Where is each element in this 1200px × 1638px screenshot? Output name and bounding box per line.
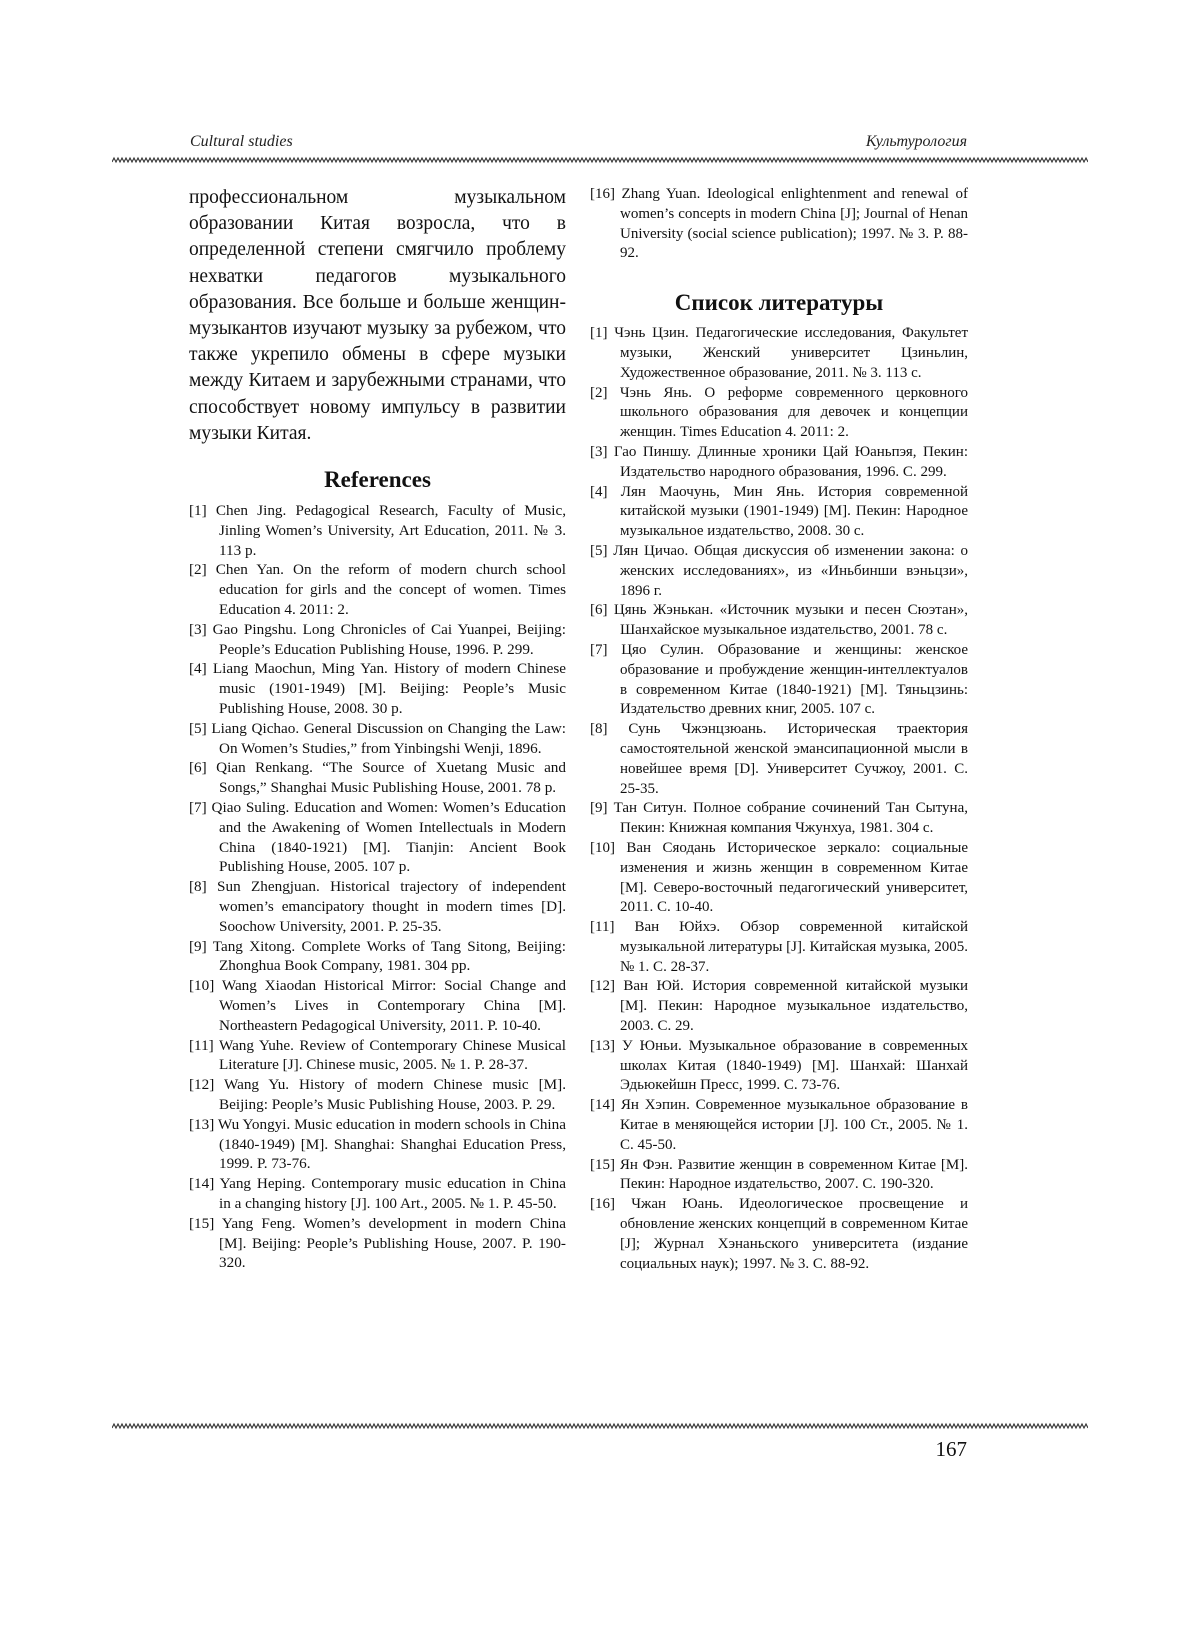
reference-item: [2] Chen Yan. On the reform of modern church school education for girls and the concept of women. Times Education 4. 2011: 2. [189, 560, 566, 619]
literature-title: Список литературы [590, 290, 968, 316]
reference-item: [10] Wang Xiaodan Historical Mirror: Social Change and Women’s Lives in Contemporary China [M]. Northeastern Pedagogical University, 2011. P. 10-40. [189, 976, 566, 1035]
reference-item: [16] Zhang Yuan. Ideological enlightenment and renewal of women’s concepts in modern China [J]; Journal of Henan University (social science publication); 1997. № 3. P. 88-92. [590, 185, 968, 264]
left-column [189, 185, 566, 1273]
body-paragraph: профессиональном музыкальном образовании Китая возросла, что в определенной степени смягчило проблему нехватки педагогов музыкального образования. Все больше и больше женщин-музыкантов изучают музыку за рубежом, что также укрепило обмены в сфере музыки между Китаем и зарубежными странами, что способствует новому импульсу в развитии музыки Китая. [189, 185, 566, 447]
header-right: Культурология [866, 133, 967, 151]
literature-item: [16] Чжан Юань. Идеологическое просвещение и обновление женских концепций в современном Китае [J]; Журнал Хэнаньского университета (издание социальных наук); 1997. № 3. С. 88-92. [590, 1195, 968, 1274]
references-list-continued [590, 185, 968, 264]
references-list [189, 501, 566, 1273]
reference-item: [8] Sun Zhengjuan. Historical trajectory of independent women’s emancipatory thought in modern times [D]. Soochow University, 2001. P. 25-35. [189, 877, 566, 936]
right-column [590, 185, 968, 1274]
journal-page [0, 0, 1200, 1638]
reference-item: [12] Wang Yu. History of modern Chinese music [M]. Beijing: People’s Music Publishing House, 2003. P. 29. [189, 1075, 566, 1115]
literature-item: [1] Чэнь Цзин. Педагогические исследования, Факультет музыки, Женский университет Цзиньлин, Художественное образование, 2011. № 3. 113 с. [590, 324, 968, 383]
reference-item: [15] Yang Feng. Women’s development in modern China [M]. Beijing: People’s Publishing House, 2007. P. 190-320. [189, 1214, 566, 1273]
header-divider [112, 156, 1088, 164]
literature-item: [7] Цяо Сулин. Образование и женщины: женское образование и пробуждение женщин-интеллектуалов в современном Китае (1840-1921) [M]. Тяньцзинь: Издательство древних книг, 2005. 107 с. [590, 641, 968, 720]
literature-item: [10] Ван Сяодань Историческое зеркало: социальные изменения и жизнь женщин в современном Китае [M]. Северо-восточный педагогический университет, 2011. С. 10-40. [590, 839, 968, 918]
references-title: References [189, 467, 566, 493]
literature-item: [4] Лян Маочунь, Мин Янь. История современной китайской музыки (1901-1949) [M]. Пекин: Народное музыкальное издательство, 2008. 30 с. [590, 483, 968, 542]
page-number: 167 [936, 1437, 968, 1462]
reference-item: [3] Gao Pingshu. Long Chronicles of Cai Yuanpei, Beijing: People’s Education Publishing House, 1996. P. 299. [189, 620, 566, 660]
reference-item: [11] Wang Yuhe. Review of Contemporary Chinese Musical Literature [J]. Chinese music, 2005. № 1. P. 28-37. [189, 1036, 566, 1076]
reference-item: [13] Wu Yongyi. Music education in modern schools in China (1840-1949) [M]. Shanghai: Shanghai Education Press, 1999. P. 73-76. [189, 1115, 566, 1174]
reference-item: [6] Qian Renkang. “The Source of Xuetang Music and Songs,” Shanghai Music Publishing House, 2001. 78 p. [189, 758, 566, 798]
literature-item: [14] Ян Хэпин. Современное музыкальное образование в Китае в меняющейся истории [J]. 100 Ст., 2005. № 1. С. 45-50. [590, 1096, 968, 1155]
reference-item: [5] Liang Qichao. General Discussion on Changing the Law: On Women’s Studies,” from Yinbingshi Wenji, 1896. [189, 719, 566, 759]
literature-item: [2] Чэнь Янь. О реформе современного церковного школьного образования для девочек и концепции женщин. Times Education 4. 2011: 2. [590, 384, 968, 443]
literature-item: [15] Ян Фэн. Развитие женщин в современном Китае [M]. Пекин: Народное издательство, 2007. С. 190-320. [590, 1156, 968, 1196]
literature-item: [3] Гао Пиншу. Длинные хроники Цай Юаньпэя, Пекин: Издательство народного образования, 1996. С. 299. [590, 443, 968, 483]
reference-item: [1] Chen Jing. Pedagogical Research, Faculty of Music, Jinling Women’s University, Art Education, 2011. № 3. 113 p. [189, 501, 566, 560]
footer-divider [112, 1422, 1088, 1430]
literature-item: [8] Сунь Чжэнцзюань. Историческая траектория самостоятельной женской эмансипационной мысли в новейшее время [D]. Университет Сучжоу, 2001. С. 25-35. [590, 720, 968, 799]
literature-item: [9] Тан Ситун. Полное собрание сочинений Тан Сытуна, Пекин: Книжная компания Чжунхуа, 1981. 304 с. [590, 799, 968, 839]
literature-list [590, 324, 968, 1274]
literature-item: [5] Лян Цичао. Общая дискуссия об изменении закона: о женских исследованиях», из «Иньбинши вэньцзи», 1896 г. [590, 542, 968, 601]
literature-item: [13] У Юньи. Музыкальное образование в современных школах Китая (1840-1949) [M]. Шанхай: Шанхай Эдьюкейшн Пресс, 1999. С. 73-76. [590, 1037, 968, 1096]
literature-item: [11] Ван Юйхэ. Обзор современной китайской музыкальной литературы [J]. Китайская музыка, 2005. № 1. С. 28-37. [590, 918, 968, 977]
reference-item: [9] Tang Xitong. Complete Works of Tang Sitong, Beijing: Zhonghua Book Company, 1981. 304 pp. [189, 937, 566, 977]
literature-item: [12] Ван Юй. История современной китайской музыки [M]. Пекин: Народное музыкальное издательство, 2003. С. 29. [590, 977, 968, 1036]
header-left: Cultural studies [190, 133, 293, 151]
reference-item: [7] Qiao Suling. Education and Women: Women’s Education and the Awakening of Women Intellectuals in Modern China (1840-1921) [M]. Tianjin: Ancient Book Publishing House, 2005. 107 p. [189, 798, 566, 877]
reference-item: [14] Yang Heping. Contemporary music education in China in a changing history [J]. 100 Art., 2005. № 1. P. 45-50. [189, 1174, 566, 1214]
literature-item: [6] Цянь Жэнькан. «Источник музыки и песен Сюэтан», Шанхайское музыкальное издательство, 2001. 78 с. [590, 601, 968, 641]
reference-item: [4] Liang Maochun, Ming Yan. History of modern Chinese music (1901-1949) [M]. Beijing: People’s Music Publishing House, 2008. 30 p. [189, 659, 566, 718]
